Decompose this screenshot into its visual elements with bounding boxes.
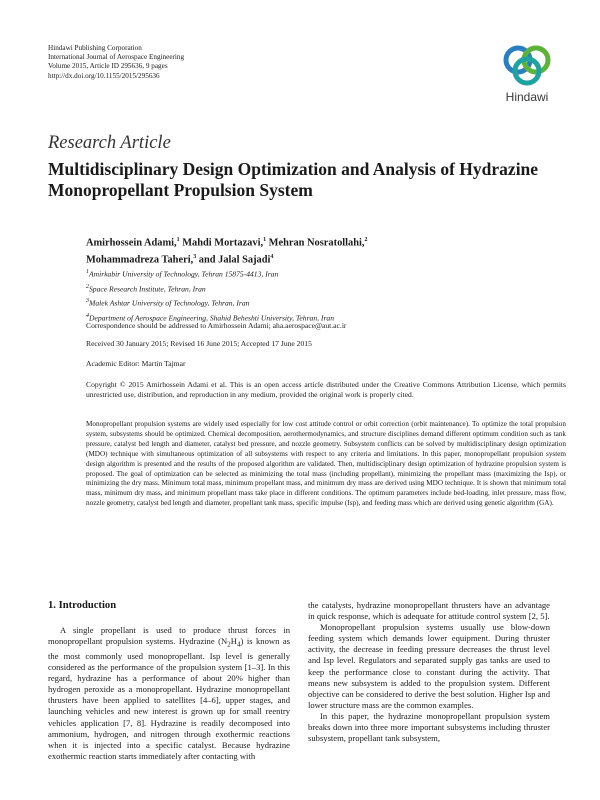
- publisher-name: Hindawi Publishing Corporation: [48, 44, 142, 52]
- hindawi-logo-icon: [496, 40, 558, 90]
- section-heading: 1. Introduction: [48, 600, 117, 611]
- affiliation-list: [86, 266, 334, 325]
- affiliation-number: 4: [86, 313, 89, 320]
- paragraph-text: H: [230, 636, 237, 647]
- paragraph-text: A single propellant is used to produce thrust forces in monopropellant propulsion systems. Hydrazine (N: [48, 625, 290, 647]
- author-name: Amirhossein Adami,: [86, 237, 177, 249]
- right-column: [308, 600, 550, 744]
- correspondence: Correspondence should be addressed to Amirhossein Adami; aha.aerospace@aut.ac.ir: [86, 321, 347, 330]
- logo-text: Hindawi: [505, 90, 549, 104]
- page-title: Multidisciplinary Design Optimization and Analysis of Hydrazine Monopropellant Propulsion System: [48, 159, 539, 200]
- doi-link[interactable]: http://dx.doi.org/10.1155/2015/295636: [48, 71, 160, 80]
- affiliation-text: Space Research Institute, Tehran, Iran: [89, 284, 206, 294]
- copyright-notice: Copyright © 2015 Amirhossein Adami et al. This is an open access article distributed under the Creative Commons Attribution License, which permits unrestricted use, distribution, and reproduction in any medium, provided the original work is properly cited.: [86, 380, 566, 400]
- affiliation-text: Amirkabir University of Technology, Tehran 15875-4413, Iran: [89, 269, 279, 279]
- affiliation-text: Malek Ashtar University of Technology, Tehran, Iran: [89, 299, 250, 308]
- paragraph-text: ) is known as the most commonly used monopropellant. Isp level is generally considered as the performance of the propulsion system [1–3]. In this regard, hydrazine has a performance of about 20% higher than hydrogen peroxide as a monopropellant. Hydrazine monopropellant thrusters have been applied to satellites [4–6], upper stages, and launching vehicles and new interest is grown up for small reentry vehicles application [7, 8]. Hydrazine is readily decomposed into ammonium, hydrogen, and nitrogen through exothermic reactions when it is injected into a specific catalyst. Because hydrazine exothermic reaction starts immediately after contacting with: [48, 636, 290, 761]
- journal-header: [48, 44, 184, 81]
- author-name: Mohammadreza Taheri,: [86, 254, 194, 266]
- article-type: Research Article: [48, 133, 171, 153]
- intro-paragraph: [48, 625, 290, 762]
- left-column: [48, 600, 290, 762]
- author-name: Mehran Nosratollahi,: [268, 237, 365, 249]
- journal-name: International Journal of Aerospace Engineering: [48, 53, 185, 62]
- author-name: and Jalal Sajadi: [198, 254, 271, 266]
- article-dates: Received 30 January 2015; Revised 16 June 2015; Accepted 17 June 2015: [86, 339, 312, 348]
- abstract: Monopropellant propulsion systems are widely used especially for low cost attitude control or orbit correction (orbit maintenance). To optimize the total propulsion system, subsystems should be optimized. Chemical decomposition, aerothermodynamics, and structure disciplines demand different optimum condition such as tank pressure, catalyst bed length and diameter, catalyst bed pressure, and nozzle geometry. Subsystem conflicts can be solved by multidisciplinary design optimization (MDO) technique with simultaneous optimization of all subsystems with respect to any criteria and limitations. In this paper, monopropellant propulsion system design algorithm is presented and the results of the proposed algorithm are validated. Then, multidisciplinary design optimization of hydrazine propulsion system is proposed. The goal of optimization can be selected as minimizing the total mass (including propellant), minimizing the propellant mass (maximizing the Isp), or minimizing the dry mass. Minimum total mass, minimum propellant mass, and minimum dry mass are derived using MDO technique. It is shown that minimum total mass, minimum dry mass, and minimum propellant mass take place in different conditions. The optimum parameters include bed-loading, inlet pressure, mass flow, nozzle geometry, catalyst bed length and diameter, propellant tank mass, specific impulse (Isp), and feeding mass which are derived using genetic algorithm (GA).: [86, 420, 566, 508]
- body-paragraph: In this paper, the hydrazine monopropellant propulsion system breaks down into three more important subsystems including thruster subsystem, propellant tank subsystem,: [308, 710, 550, 744]
- author-list: [86, 233, 566, 268]
- author-affiliation-marker: 3: [193, 254, 197, 261]
- affiliation-number: 2: [86, 283, 89, 290]
- author-affiliation-marker: 4: [270, 254, 274, 261]
- author-affiliation-marker: 2: [364, 237, 368, 243]
- hindawi-logo: [496, 40, 558, 106]
- body-paragraph: the catalysts, hydrazine monopropellant thrusters have an advantage in quick response, which is adequate for attitude control system [2, 5].: [308, 600, 550, 622]
- affiliation-item: [86, 266, 334, 281]
- affiliation-text: Department of Aerospace Engineering, Shahid Beheshti University, Tehran, Iran: [89, 313, 335, 323]
- affiliation-number: 1: [86, 269, 89, 275]
- affiliation-number: 3: [86, 298, 89, 305]
- academic-editor: Academic Editor: Martin Tajmar: [86, 359, 186, 368]
- author-affiliation-marker: 1: [263, 237, 267, 243]
- author-name: Mahdi Mortazavi,: [182, 237, 264, 249]
- author-affiliation-marker: 1: [176, 237, 180, 243]
- affiliation-item: [86, 295, 334, 310]
- affiliation-item: [86, 281, 334, 296]
- subscript: 4: [236, 640, 241, 649]
- body-paragraph: Monopropellant propulsion systems usually use blow-down feeding system which demands lower equipment. During thruster activity, the decrease in feeding pressure decreases the thrust level and Isp level. Regulators and separated supply gas tanks are used to keep the performance close to constant during the activity. That means new subsystem is added to the propulsion system. Different objective can be considered to derive the best solution. Higher Isp and lower structure mass are the common examples.: [308, 622, 550, 710]
- volume-info: Volume 2015, Article ID 295636, 9 pages: [48, 62, 168, 71]
- subscript: 2: [227, 640, 231, 649]
